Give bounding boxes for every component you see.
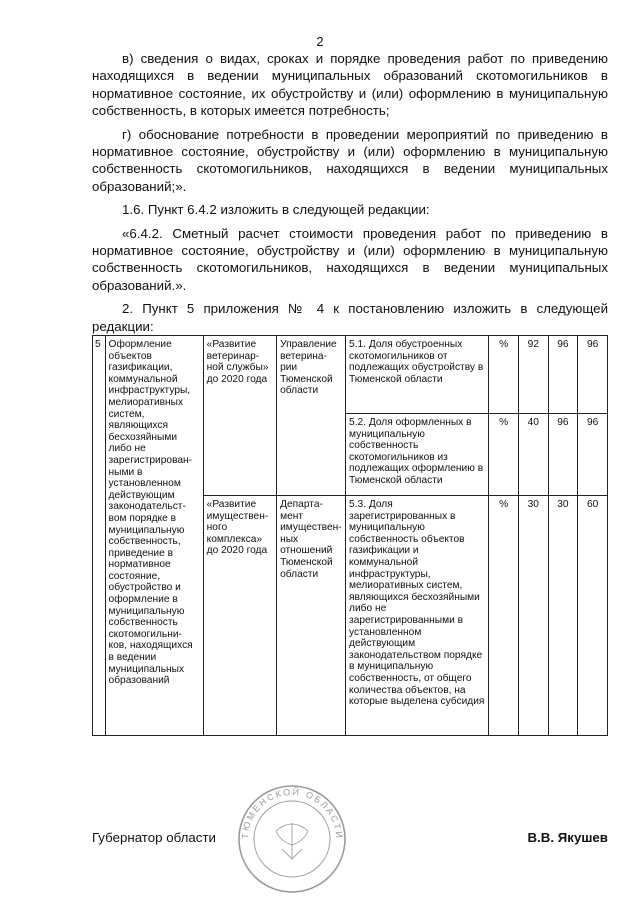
value-cell: 96 — [578, 414, 608, 496]
row-number-cell: 5 — [93, 336, 106, 736]
governor-name: В.В. Якушев — [527, 830, 608, 845]
page-number: 2 — [316, 34, 324, 49]
governor-title: Губернатор области — [92, 830, 216, 845]
paragraph-v: в) сведения о видах, сроках и порядке проведения работ по приведению находящихся в ведении муниципальных образований скотомогильников в нормативное состояние, их обустройству и (или) оформлению в муниципальную собственность, в которых имеется потребность; — [92, 51, 608, 119]
unit-cell: % — [489, 414, 518, 496]
document-body — [92, 50, 608, 338]
indicator-cell: 5.1. Доля обустроенных скотомогильников от подлежащих обустройству в Тюменской области — [346, 336, 489, 414]
indicator-cell: 5.2. Доля оформленных в муниципальную собственность скотомогильников из подлежащих оформлению в Тюменской области — [346, 414, 489, 496]
indicator-cell: 5.3. Доля зарегистрированных в муниципальную собственность объектов газификации и коммунальной инфраструктуры, мелиоративных систем, являющихся бесхозяйными либо не зарегистрированными в установленном действующим законодательством порядке в муниципальную собственность, от общего количества объектов, на которые выделена субсидия — [346, 496, 489, 736]
annex-table — [92, 335, 608, 736]
table-row — [93, 336, 608, 414]
paragraph-2: 2. Пункт 5 приложения № 4 к постановлению изложить в следующей редакции: — [92, 301, 608, 334]
paragraph-g: г) обоснование потребности в проведении мероприятий по приведению в нормативное состояние, обустройству и (или) оформлению в муниципальную собственность скотомогильников, находящихся в ведении муниципальных образований;». — [92, 126, 608, 194]
value-cell: 60 — [578, 496, 608, 736]
value-cell: 92 — [518, 336, 548, 414]
value-cell: 96 — [548, 414, 578, 496]
program-cell: «Развитие имуществен-ного комплекса» до 2020 года — [203, 496, 276, 736]
seal-text: ТЮМЕНСКОЙ ОБЛАСТИ — [239, 786, 345, 841]
paragraph-6-4-2: «6.4.2. Сметный расчет стоимости проведения работ по приведению в нормативное состояние, обустройству и (или) оформлению в муниципальную собственность скотомогильников, находящихся в ведении муниципальных образований.». — [92, 225, 608, 293]
value-cell: 96 — [578, 336, 608, 414]
paragraph-1-6: 1.6. Пункт 6.4.2 изложить в следующей редакции: — [122, 202, 430, 218]
program-cell: «Развитие ветеринар-ной службы» до 2020 года — [203, 336, 276, 496]
official-seal — [236, 783, 348, 895]
value-cell: 40 — [518, 414, 548, 496]
department-cell: Управление ветерина-рии Тюменской области — [277, 336, 346, 496]
measure-cell: Оформление объектов газификации, коммунальной инфраструктуры, мелиоративных систем, являющихся бесхозяйными либо не зарегистрирован-ными в установленном действующим законодательст-вом порядке в муниципальную собственность, приведение в нормативное состояние, обустройство и оформление в муниципальную собственность скотомогильни-ков, находящихся в ведении муниципальных образований — [105, 336, 203, 736]
value-cell: 96 — [548, 336, 578, 414]
value-cell: 30 — [518, 496, 548, 736]
department-cell: Департа-мент имуществен-ных отношений Тюменской области — [277, 496, 346, 736]
unit-cell: % — [489, 336, 518, 414]
value-cell: 30 — [548, 496, 578, 736]
unit-cell: % — [489, 496, 518, 736]
